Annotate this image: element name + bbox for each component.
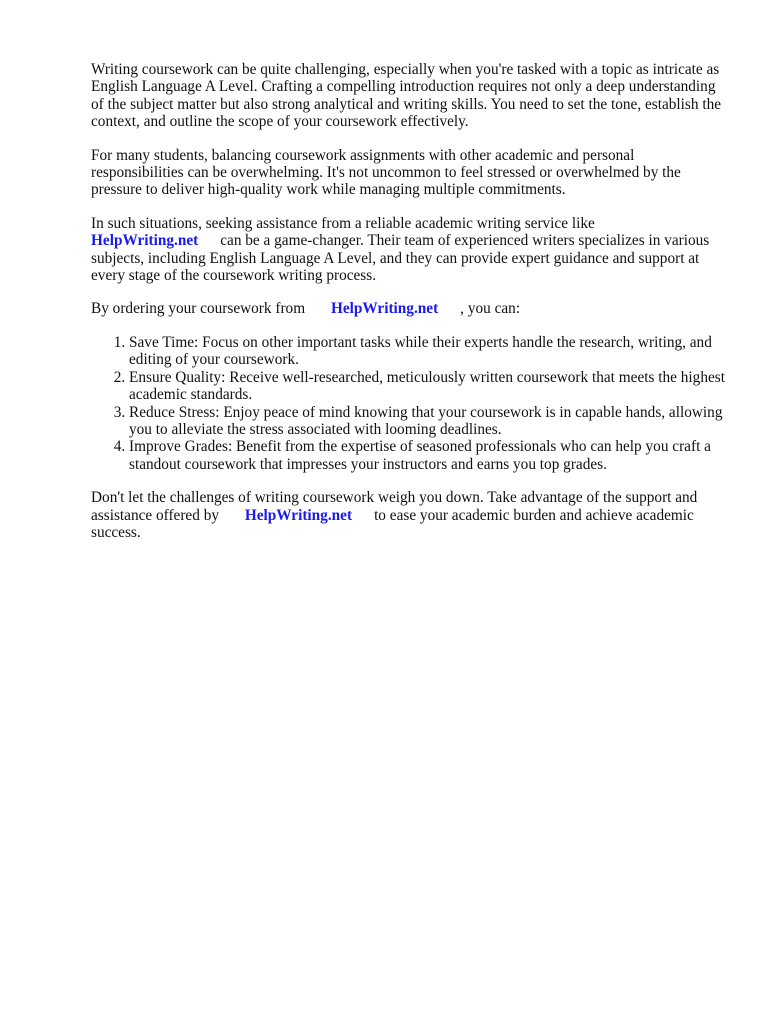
intro-paragraph: Writing coursework can be quite challenging, especially when you're tasked with a topic as intricate as English Language A Level. Crafting a compelling introduction requires not only a deep understanding of the subject matter but also strong analytical and writing skills. You need to set the tone, establish the context, and outline the scope of your coursework effectively. (91, 61, 722, 131)
list-item: 1. Save Time: Focus on other important tasks while their experts handle the research, writing, and editing of your coursework. (129, 334, 727, 369)
benefits-list (91, 334, 727, 473)
helpwriting-link[interactable]: HelpWriting.net (91, 232, 199, 250)
list-item: 4. Improve Grades: Benefit from the expertise of seasoned professionals who can help you craft a standout coursework that impresses your instructors and earns you top grades. (129, 438, 727, 473)
document-page (91, 61, 727, 557)
closing-text-before: Don't let the challenges of writing coursework weigh you down. Take advantage of the support and assistance offered by (91, 489, 698, 524)
helpwriting-link[interactable]: HelpWriting.net (244, 506, 353, 524)
ordering-text-after: , you can: (460, 300, 521, 318)
assistance-text-after: can be a game-changer. Their team of experienced writers specializes in various subjects, including English Language A Level, and they can provide expert guidance and support at every stage of the coursework writing process. (91, 232, 710, 285)
assistance-text-before: In such situations, seeking assistance from a reliable academic writing service like (91, 214, 595, 232)
assistance-paragraph (91, 215, 727, 285)
students-paragraph: For many students, balancing coursework assignments with other academic and personal responsibilities can be overwhelming. It's not uncommon to feel stressed or overwhelmed by the pressure to deliver high-quality work while managing multiple commitments. (91, 146, 681, 199)
ordering-paragraph (91, 300, 727, 317)
helpwriting-link[interactable]: HelpWriting.net (330, 300, 439, 318)
list-item: 3. Reduce Stress: Enjoy peace of mind knowing that your coursework is in capable hands, allowing you to alleviate the stress associated with looming deadlines. (129, 404, 727, 439)
list-item: 2. Ensure Quality: Receive well-researched, meticulously written coursework that meets the highest academic standards. (129, 369, 727, 404)
ordering-text-before: By ordering your coursework from (91, 300, 306, 318)
closing-text-after: to ease your academic burden and achieve academic success. (91, 506, 694, 541)
closing-paragraph (91, 489, 727, 541)
